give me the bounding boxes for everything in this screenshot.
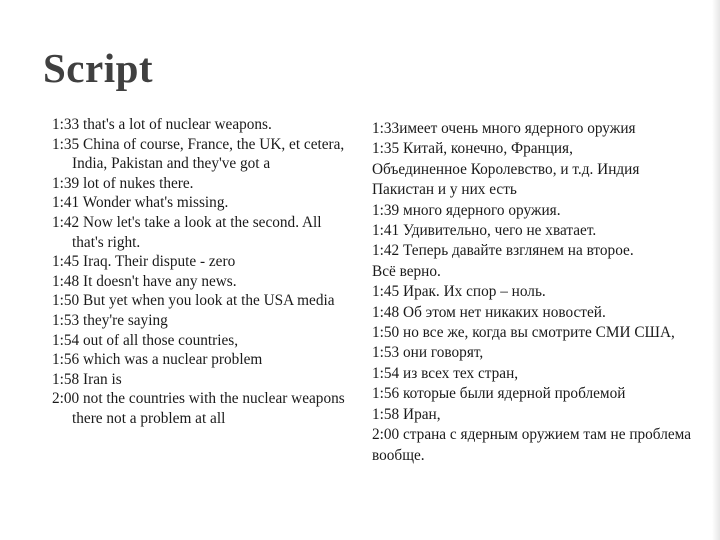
script-line: 2:00 страна с ядерным оружием там не проблема вообще.	[372, 426, 691, 464]
slide-edge-shadow	[712, 0, 720, 540]
script-line: 1:56 которые были ядерной проблемой	[372, 385, 626, 403]
script-line: 2:00 not the countries with the nuclear weapons there not a problem at all	[52, 390, 345, 427]
script-line: 1:50 But yet when you look at the USA media	[52, 292, 335, 310]
script-line: 1:42 Now let's take a look at the second. All that's right.	[52, 213, 322, 251]
script-line: Всё верно.	[372, 262, 441, 280]
script-line: 1:41 Удивительно, чего не хватает.	[372, 222, 597, 240]
english-script	[52, 115, 352, 429]
script-line: 1:45 Ирак. Их спор – ноль.	[372, 283, 546, 301]
script-line: 1:54 out of all those countries,	[52, 331, 239, 349]
script-line: 1:33 that's a lot of nuclear weapons.	[52, 116, 272, 133]
script-line: 1:33имеет очень много ядерного оружия	[372, 120, 636, 137]
script-line: 1:50 но все же, когда вы смотрите СМИ США,	[372, 324, 675, 342]
script-line: 1:39 много ядерного оружия.	[372, 201, 561, 219]
script-line: Объединенное Королевство, и т.д. Индия	[372, 160, 640, 178]
script-line: 1:54 из всех тех стран,	[372, 364, 519, 382]
script-line: 1:42 Теперь давайте взглянем на второе.	[372, 242, 634, 260]
script-line: Пакистан и у них есть	[372, 181, 517, 199]
script-line: 1:53 they're saying	[52, 311, 168, 329]
script-line: 1:41 Wonder what's missing.	[52, 194, 229, 212]
russian-script	[372, 119, 702, 466]
script-line: 1:53 они говорят,	[372, 344, 484, 362]
script-line: 1:35 Китай, конечно, Франция,	[372, 140, 573, 158]
script-line: 1:39 lot of nukes there.	[52, 174, 194, 192]
script-line: 1:35 China of course, France, the UK, et cetera, India, Pakistan and they've got a	[52, 135, 345, 173]
script-line: 1:56 which was a nuclear problem	[52, 351, 263, 369]
script-line: 1:58 Iran is	[52, 370, 122, 388]
script-line: 1:58 Иран,	[372, 405, 441, 423]
script-line: 1:48 Об этом нет никаких новостей.	[372, 303, 606, 321]
script-line: 1:48 It doesn't have any news.	[52, 272, 237, 290]
script-line: 1:45 Iraq. Their dispute - zero	[52, 253, 236, 271]
slide-title: Script	[43, 45, 154, 91]
